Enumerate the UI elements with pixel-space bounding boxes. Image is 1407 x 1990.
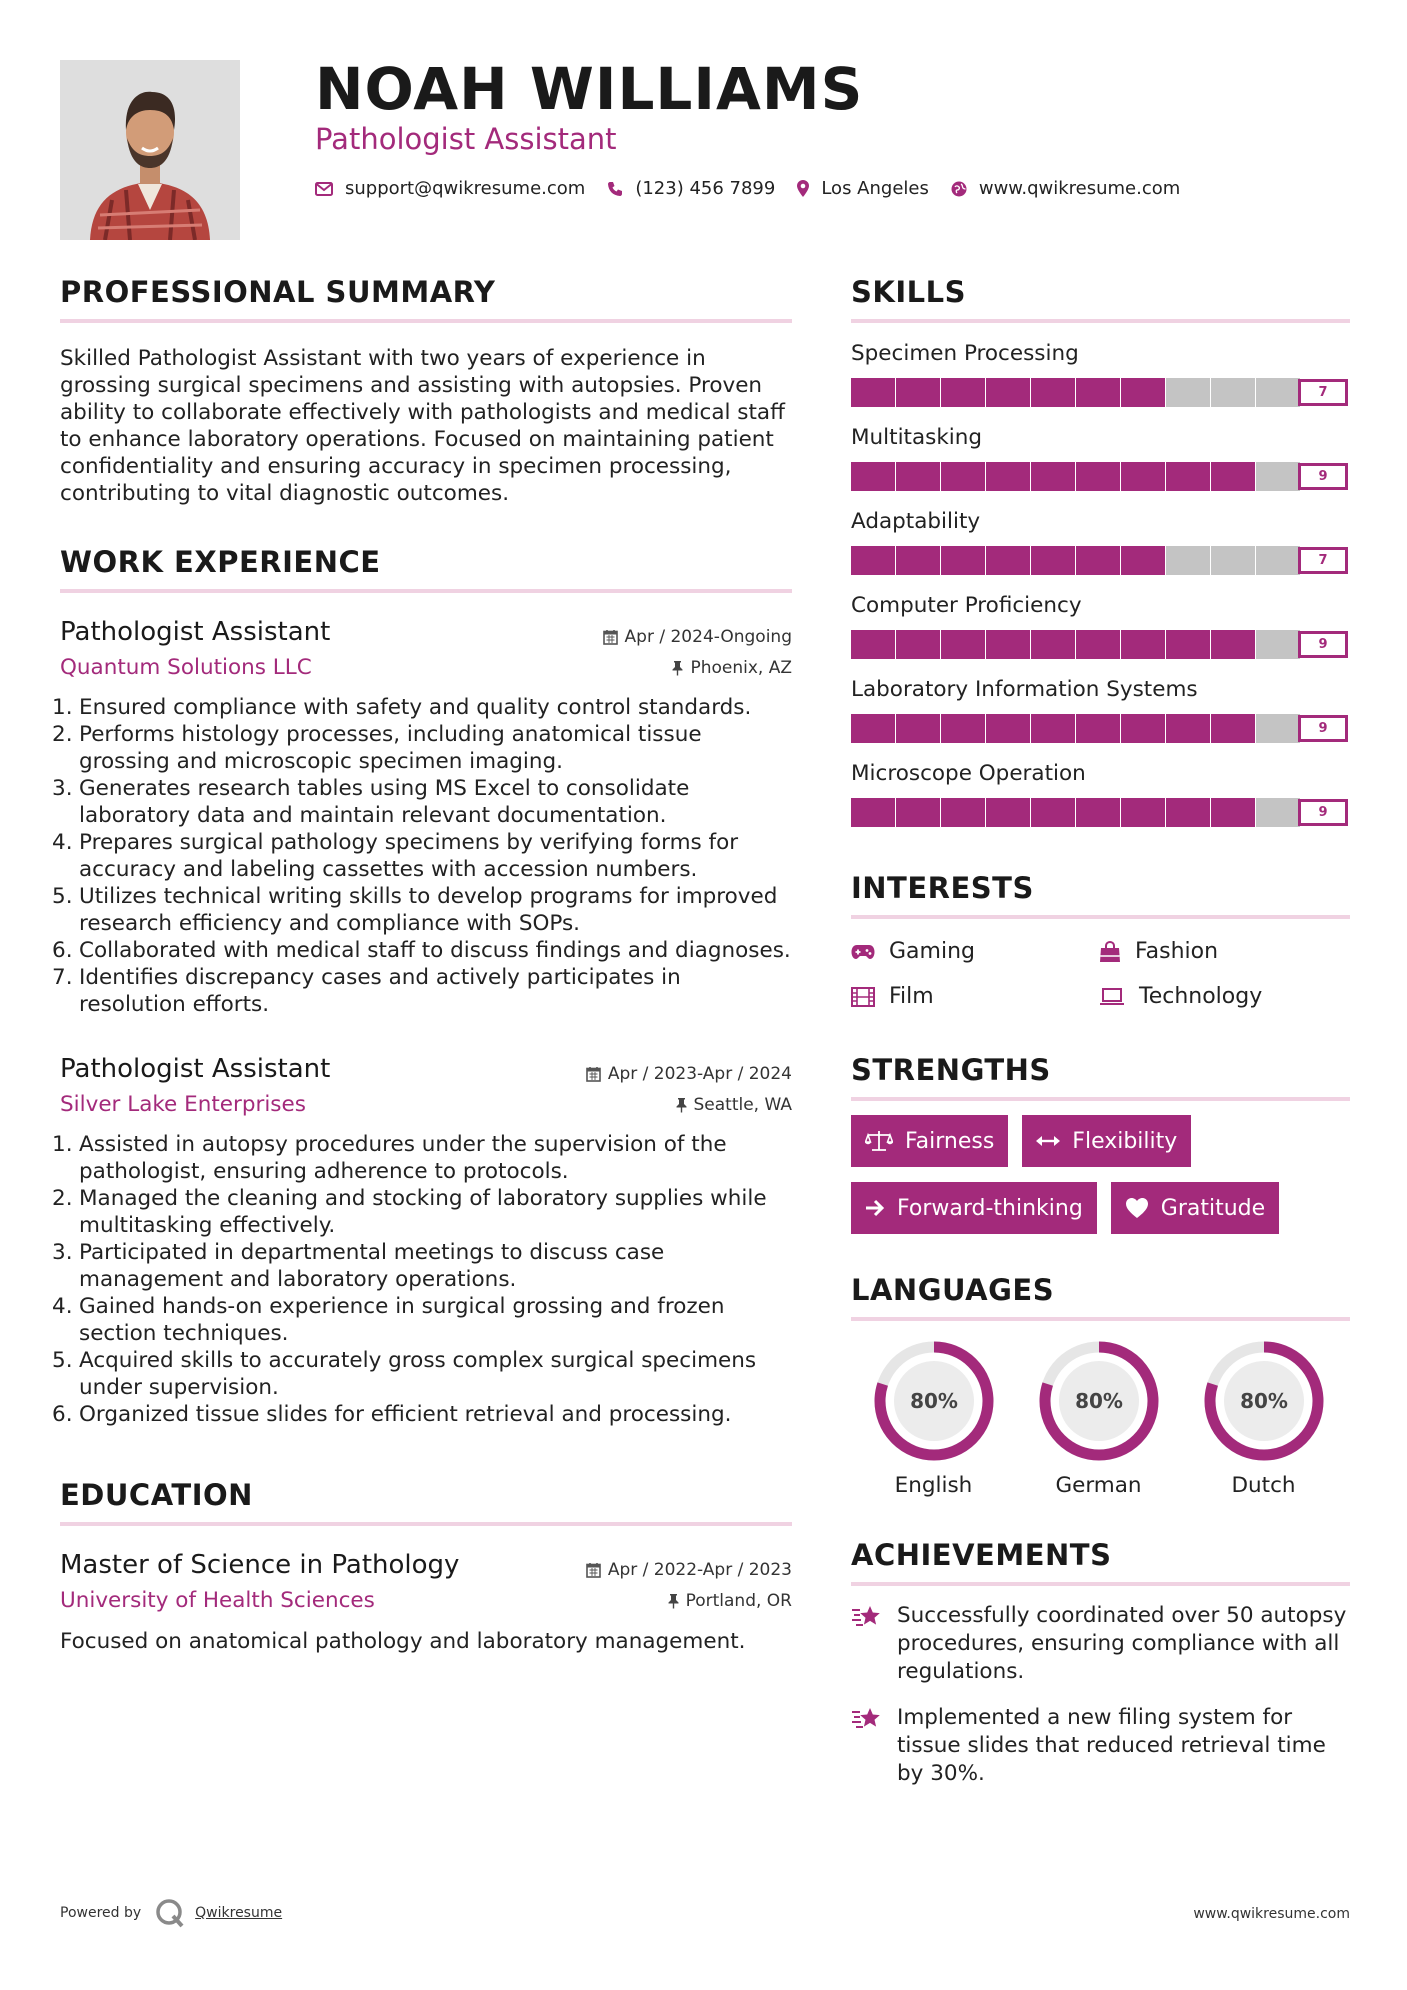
company-name: Quantum Solutions LLC xyxy=(60,655,312,680)
skill-bar-segment xyxy=(1211,714,1255,743)
skill-bar-segment xyxy=(851,462,895,491)
skill-bar-segment xyxy=(1166,546,1210,575)
achievements-list xyxy=(851,1602,1350,1788)
strength-label: Flexibility xyxy=(1072,1128,1178,1154)
balance-scale-icon xyxy=(865,1130,893,1152)
job-title: Pathologist Assistant xyxy=(60,617,331,647)
film-icon xyxy=(851,987,875,1007)
skill-bar xyxy=(851,378,1348,407)
skill-item xyxy=(851,341,1350,407)
language-name: German xyxy=(1055,1473,1142,1498)
right-column xyxy=(851,275,1350,1788)
language-item xyxy=(1016,1339,1181,1498)
shooting-star-icon xyxy=(851,1604,883,1630)
strength-tag xyxy=(851,1182,1097,1234)
skill-level-badge: 7 xyxy=(1298,379,1348,406)
job-date xyxy=(603,627,792,647)
strength-label: Gratitude xyxy=(1160,1195,1266,1221)
achievement-item xyxy=(851,1704,1350,1788)
skills-list xyxy=(851,341,1350,827)
skill-bar-segment xyxy=(1211,630,1255,659)
skill-name: Laboratory Information Systems xyxy=(851,677,1198,702)
skill-bar-segment xyxy=(1256,546,1300,575)
education-date-text: Apr / 2022-Apr / 2023 xyxy=(607,1560,792,1580)
work-heading: WORK EXPERIENCE xyxy=(60,545,792,593)
duty-item: Utilizes technical writing skills to develop programs for improved research efficiency and compliance with SOPs. xyxy=(79,884,778,936)
language-name: English xyxy=(894,1473,973,1498)
duty-item: Prepares surgical pathology specimens by verifying forms for accuracy and labeling cassettes with accession numbers. xyxy=(79,830,739,882)
skill-bar-segment xyxy=(1076,630,1120,659)
skill-item xyxy=(851,677,1350,743)
job-date-text: Apr / 2023-Apr / 2024 xyxy=(607,1064,792,1084)
job-date-text: Apr / 2024-Ongoing xyxy=(624,627,792,647)
email-text: support@qwikresume.com xyxy=(345,178,586,199)
duty-item: Organized tissue slides for efficient retrieval and processing. xyxy=(79,1402,732,1427)
duty-list xyxy=(60,1131,792,1428)
skill-bar-segment xyxy=(1076,378,1120,407)
contact-email[interactable] xyxy=(315,178,585,199)
language-progress-ring xyxy=(872,1339,996,1463)
skill-bar-segment xyxy=(1121,714,1165,743)
interest-item xyxy=(851,939,1099,964)
skill-bar-segment xyxy=(896,798,940,827)
skill-bar-segment xyxy=(896,378,940,407)
skill-bar-segment xyxy=(941,714,985,743)
skill-bar-segment xyxy=(896,546,940,575)
skill-bar-segment xyxy=(1031,714,1075,743)
skill-item xyxy=(851,425,1350,491)
strengths-list xyxy=(851,1115,1350,1249)
contact-phone[interactable] xyxy=(607,178,775,199)
pushpin-icon xyxy=(668,1593,679,1609)
skill-bar-segment xyxy=(1166,714,1210,743)
skill-bar-segment xyxy=(851,546,895,575)
skill-bar-segment xyxy=(851,714,895,743)
interest-item xyxy=(1099,939,1347,964)
duty-item: Identifies discrepancy cases and actively participates in resolution efforts. xyxy=(79,965,681,1017)
degree-title: Master of Science in Pathology xyxy=(60,1550,460,1580)
interest-label: Film xyxy=(889,984,934,1009)
achievement-item xyxy=(851,1602,1350,1686)
qwikresume-link[interactable]: Qwikresume xyxy=(195,1905,283,1921)
language-percent: 80% xyxy=(1239,1389,1288,1413)
laptop-icon xyxy=(1099,988,1125,1006)
skill-name: Specimen Processing xyxy=(851,341,1079,366)
skill-bar-segment xyxy=(1256,798,1300,827)
skill-bar-segment xyxy=(1076,798,1120,827)
interests-list xyxy=(851,939,1350,1009)
language-percent: 80% xyxy=(909,1389,958,1413)
education-description: Focused on anatomical pathology and laboratory management. xyxy=(60,1629,746,1654)
language-progress-ring xyxy=(1202,1339,1326,1463)
skill-item xyxy=(851,593,1350,659)
skill-bar xyxy=(851,630,1348,659)
skill-bar-segment xyxy=(1211,798,1255,827)
pushpin-icon xyxy=(676,1097,687,1113)
summary-heading: PROFESSIONAL SUMMARY xyxy=(60,275,792,323)
skill-name: Adaptability xyxy=(851,509,981,534)
interest-label: Fashion xyxy=(1135,939,1219,964)
skill-bar-segment xyxy=(1256,378,1300,407)
skill-bar-segment xyxy=(1121,546,1165,575)
skill-level-badge: 7 xyxy=(1298,547,1348,574)
language-item xyxy=(1181,1339,1346,1498)
left-column xyxy=(60,275,792,1654)
skill-level-badge: 9 xyxy=(1298,715,1348,742)
duty-item: Collaborated with medical staff to discuss findings and diagnoses. xyxy=(79,938,791,963)
skill-item xyxy=(851,761,1350,827)
arrow-right-icon xyxy=(865,1199,885,1217)
duty-list xyxy=(60,694,792,1018)
calendar-icon xyxy=(586,1562,601,1578)
skill-bar-segment xyxy=(986,798,1030,827)
skill-bar-segment xyxy=(896,714,940,743)
education-entry xyxy=(60,1550,792,1654)
skill-bar-segment xyxy=(1166,462,1210,491)
pushpin-icon xyxy=(672,660,683,676)
contact-location xyxy=(797,178,929,199)
contact-website[interactable] xyxy=(951,178,1180,199)
skill-bar-segment xyxy=(1031,462,1075,491)
summary-text: Skilled Pathologist Assistant with two years of experience in grossing surgical specimens and assisting with autopsies. Proven ability to collaborate effectively with pathologists and medical staff to enhance laboratory operations. Focused on maintaining patient confidentiality and ensuring accuracy in specimen processing, contributing to vital diagnostic outcomes. xyxy=(60,346,785,506)
footer-powered-by xyxy=(60,1898,282,1928)
skill-bar-segment xyxy=(941,546,985,575)
skill-bar-segment xyxy=(1031,798,1075,827)
arrows-horizontal-icon xyxy=(1036,1134,1060,1148)
skill-bar-segment xyxy=(896,630,940,659)
language-percent: 80% xyxy=(1074,1389,1123,1413)
profile-photo xyxy=(60,60,240,240)
skills-heading: SKILLS xyxy=(851,275,1350,323)
skill-bar-segment xyxy=(986,462,1030,491)
skill-bar-segment xyxy=(1166,798,1210,827)
globe-icon xyxy=(951,181,967,197)
calendar-icon xyxy=(603,629,618,645)
skill-bar-segment xyxy=(1076,714,1120,743)
skill-bar-segment xyxy=(1256,714,1300,743)
skill-bar xyxy=(851,462,1348,491)
skill-name: Computer Proficiency xyxy=(851,593,1082,618)
strength-tag xyxy=(1111,1182,1279,1234)
skill-bar-segment xyxy=(941,462,985,491)
job-location-text: Seattle, WA xyxy=(693,1094,792,1115)
skill-bar-segment xyxy=(851,630,895,659)
shopping-bag-icon xyxy=(1099,941,1121,963)
skill-bar-segment xyxy=(941,630,985,659)
achievements-heading: ACHIEVEMENTS xyxy=(851,1538,1350,1586)
strength-tag xyxy=(851,1115,1008,1167)
skill-bar-segment xyxy=(986,546,1030,575)
duty-item: Participated in departmental meetings to discuss case management and laboratory operations. xyxy=(79,1240,665,1292)
skill-bar xyxy=(851,546,1348,575)
skill-bar-segment xyxy=(1121,798,1165,827)
candidate-name: NOAH WILLIAMS xyxy=(315,55,864,123)
envelope-icon xyxy=(315,182,333,196)
skill-bar-segment xyxy=(1076,462,1120,491)
strength-label: Fairness xyxy=(905,1128,995,1154)
interest-label: Technology xyxy=(1139,984,1263,1009)
interest-item xyxy=(851,984,1099,1009)
strength-tag xyxy=(1022,1115,1191,1167)
language-name: Dutch xyxy=(1231,1473,1296,1498)
languages-heading: LANGUAGES xyxy=(851,1273,1350,1321)
school-name: University of Health Sciences xyxy=(60,1588,375,1613)
skill-bar-segment xyxy=(941,378,985,407)
skill-level-badge: 9 xyxy=(1298,631,1348,658)
company-name: Silver Lake Enterprises xyxy=(60,1092,306,1117)
achievement-text: Successfully coordinated over 50 autopsy procedures, ensuring compliance with all regulations. xyxy=(897,1603,1347,1684)
skill-bar-segment xyxy=(1211,378,1255,407)
skill-bar-segment xyxy=(941,798,985,827)
job-location-text: Phoenix, AZ xyxy=(690,657,792,678)
duty-item: Managed the cleaning and stocking of laboratory supplies while multitasking effectively. xyxy=(79,1186,767,1238)
achievement-text: Implemented a new filing system for tissue slides that reduced retrieval time by 30%. xyxy=(897,1705,1326,1786)
heart-icon xyxy=(1125,1197,1149,1219)
skill-item xyxy=(851,509,1350,575)
skill-level-badge: 9 xyxy=(1298,799,1348,826)
location-text: Los Angeles xyxy=(821,178,929,199)
languages-list xyxy=(851,1339,1350,1498)
duty-item: Gained hands-on experience in surgical grossing and frozen section techniques. xyxy=(79,1294,725,1346)
phone-text: (123) 456 7899 xyxy=(635,178,776,199)
interests-heading: INTERESTS xyxy=(851,871,1350,919)
skill-bar-segment xyxy=(1211,462,1255,491)
website-text: www.qwikresume.com xyxy=(978,178,1181,199)
skill-bar-segment xyxy=(1031,630,1075,659)
skill-bar-segment xyxy=(1076,546,1120,575)
job-location xyxy=(676,1095,793,1115)
powered-by-text: Powered by xyxy=(60,1905,142,1921)
skill-level-badge: 9 xyxy=(1298,463,1348,490)
language-item xyxy=(851,1339,1016,1498)
education-date xyxy=(586,1560,792,1580)
skill-bar-segment xyxy=(986,630,1030,659)
skill-bar xyxy=(851,798,1348,827)
skill-bar-segment xyxy=(1211,546,1255,575)
gamepad-icon xyxy=(851,944,875,960)
skill-bar xyxy=(851,714,1348,743)
skill-bar-segment xyxy=(1256,462,1300,491)
skill-bar-segment xyxy=(1166,378,1210,407)
skill-name: Multitasking xyxy=(851,425,983,450)
language-progress-ring xyxy=(1037,1339,1161,1463)
map-marker-icon xyxy=(797,180,809,197)
job-location xyxy=(672,658,792,678)
qwikresume-logo-icon xyxy=(155,1898,185,1928)
skill-bar-segment xyxy=(896,462,940,491)
education-location xyxy=(668,1591,792,1611)
duty-item: Ensured compliance with safety and quality control standards. xyxy=(79,695,752,720)
skill-bar-segment xyxy=(1121,462,1165,491)
footer-url[interactable]: www.qwikresume.com xyxy=(1193,1906,1350,1922)
skill-bar-segment xyxy=(1031,546,1075,575)
job-date xyxy=(586,1064,792,1084)
skill-bar-segment xyxy=(1121,378,1165,407)
skill-bar-segment xyxy=(851,378,895,407)
duty-item: Performs histology processes, including anatomical tissue grossing and microscopic specimen imaging. xyxy=(79,722,702,774)
skill-bar-segment xyxy=(1121,630,1165,659)
strengths-heading: STRENGTHS xyxy=(851,1053,1350,1101)
education-heading: EDUCATION xyxy=(60,1478,792,1526)
strength-label: Forward-thinking xyxy=(897,1195,1083,1221)
contact-bar xyxy=(315,178,1202,199)
interest-item xyxy=(1099,984,1347,1009)
duty-item: Acquired skills to accurately gross complex surgical specimens under supervision. xyxy=(79,1348,757,1400)
duty-item: Generates research tables using MS Excel to consolidate laboratory data and maintain relevant documentation. xyxy=(79,776,690,828)
phone-icon xyxy=(607,181,623,197)
skill-bar-segment xyxy=(1031,378,1075,407)
job-entry xyxy=(60,617,792,1018)
interest-label: Gaming xyxy=(889,939,975,964)
job-title: Pathologist Assistant xyxy=(60,1054,331,1084)
candidate-role: Pathologist Assistant xyxy=(315,122,617,156)
job-entry xyxy=(60,1054,792,1428)
education-location-text: Portland, OR xyxy=(685,1590,792,1611)
skill-bar-segment xyxy=(986,378,1030,407)
skill-bar-segment xyxy=(851,798,895,827)
duty-item: Assisted in autopsy procedures under the supervision of the pathologist, ensuring adherence to protocols. xyxy=(79,1132,727,1184)
skill-bar-segment xyxy=(1256,630,1300,659)
calendar-icon xyxy=(586,1066,601,1082)
skill-bar-segment xyxy=(1166,630,1210,659)
skill-name: Microscope Operation xyxy=(851,761,1086,786)
shooting-star-icon xyxy=(851,1706,883,1732)
skill-bar-segment xyxy=(986,714,1030,743)
